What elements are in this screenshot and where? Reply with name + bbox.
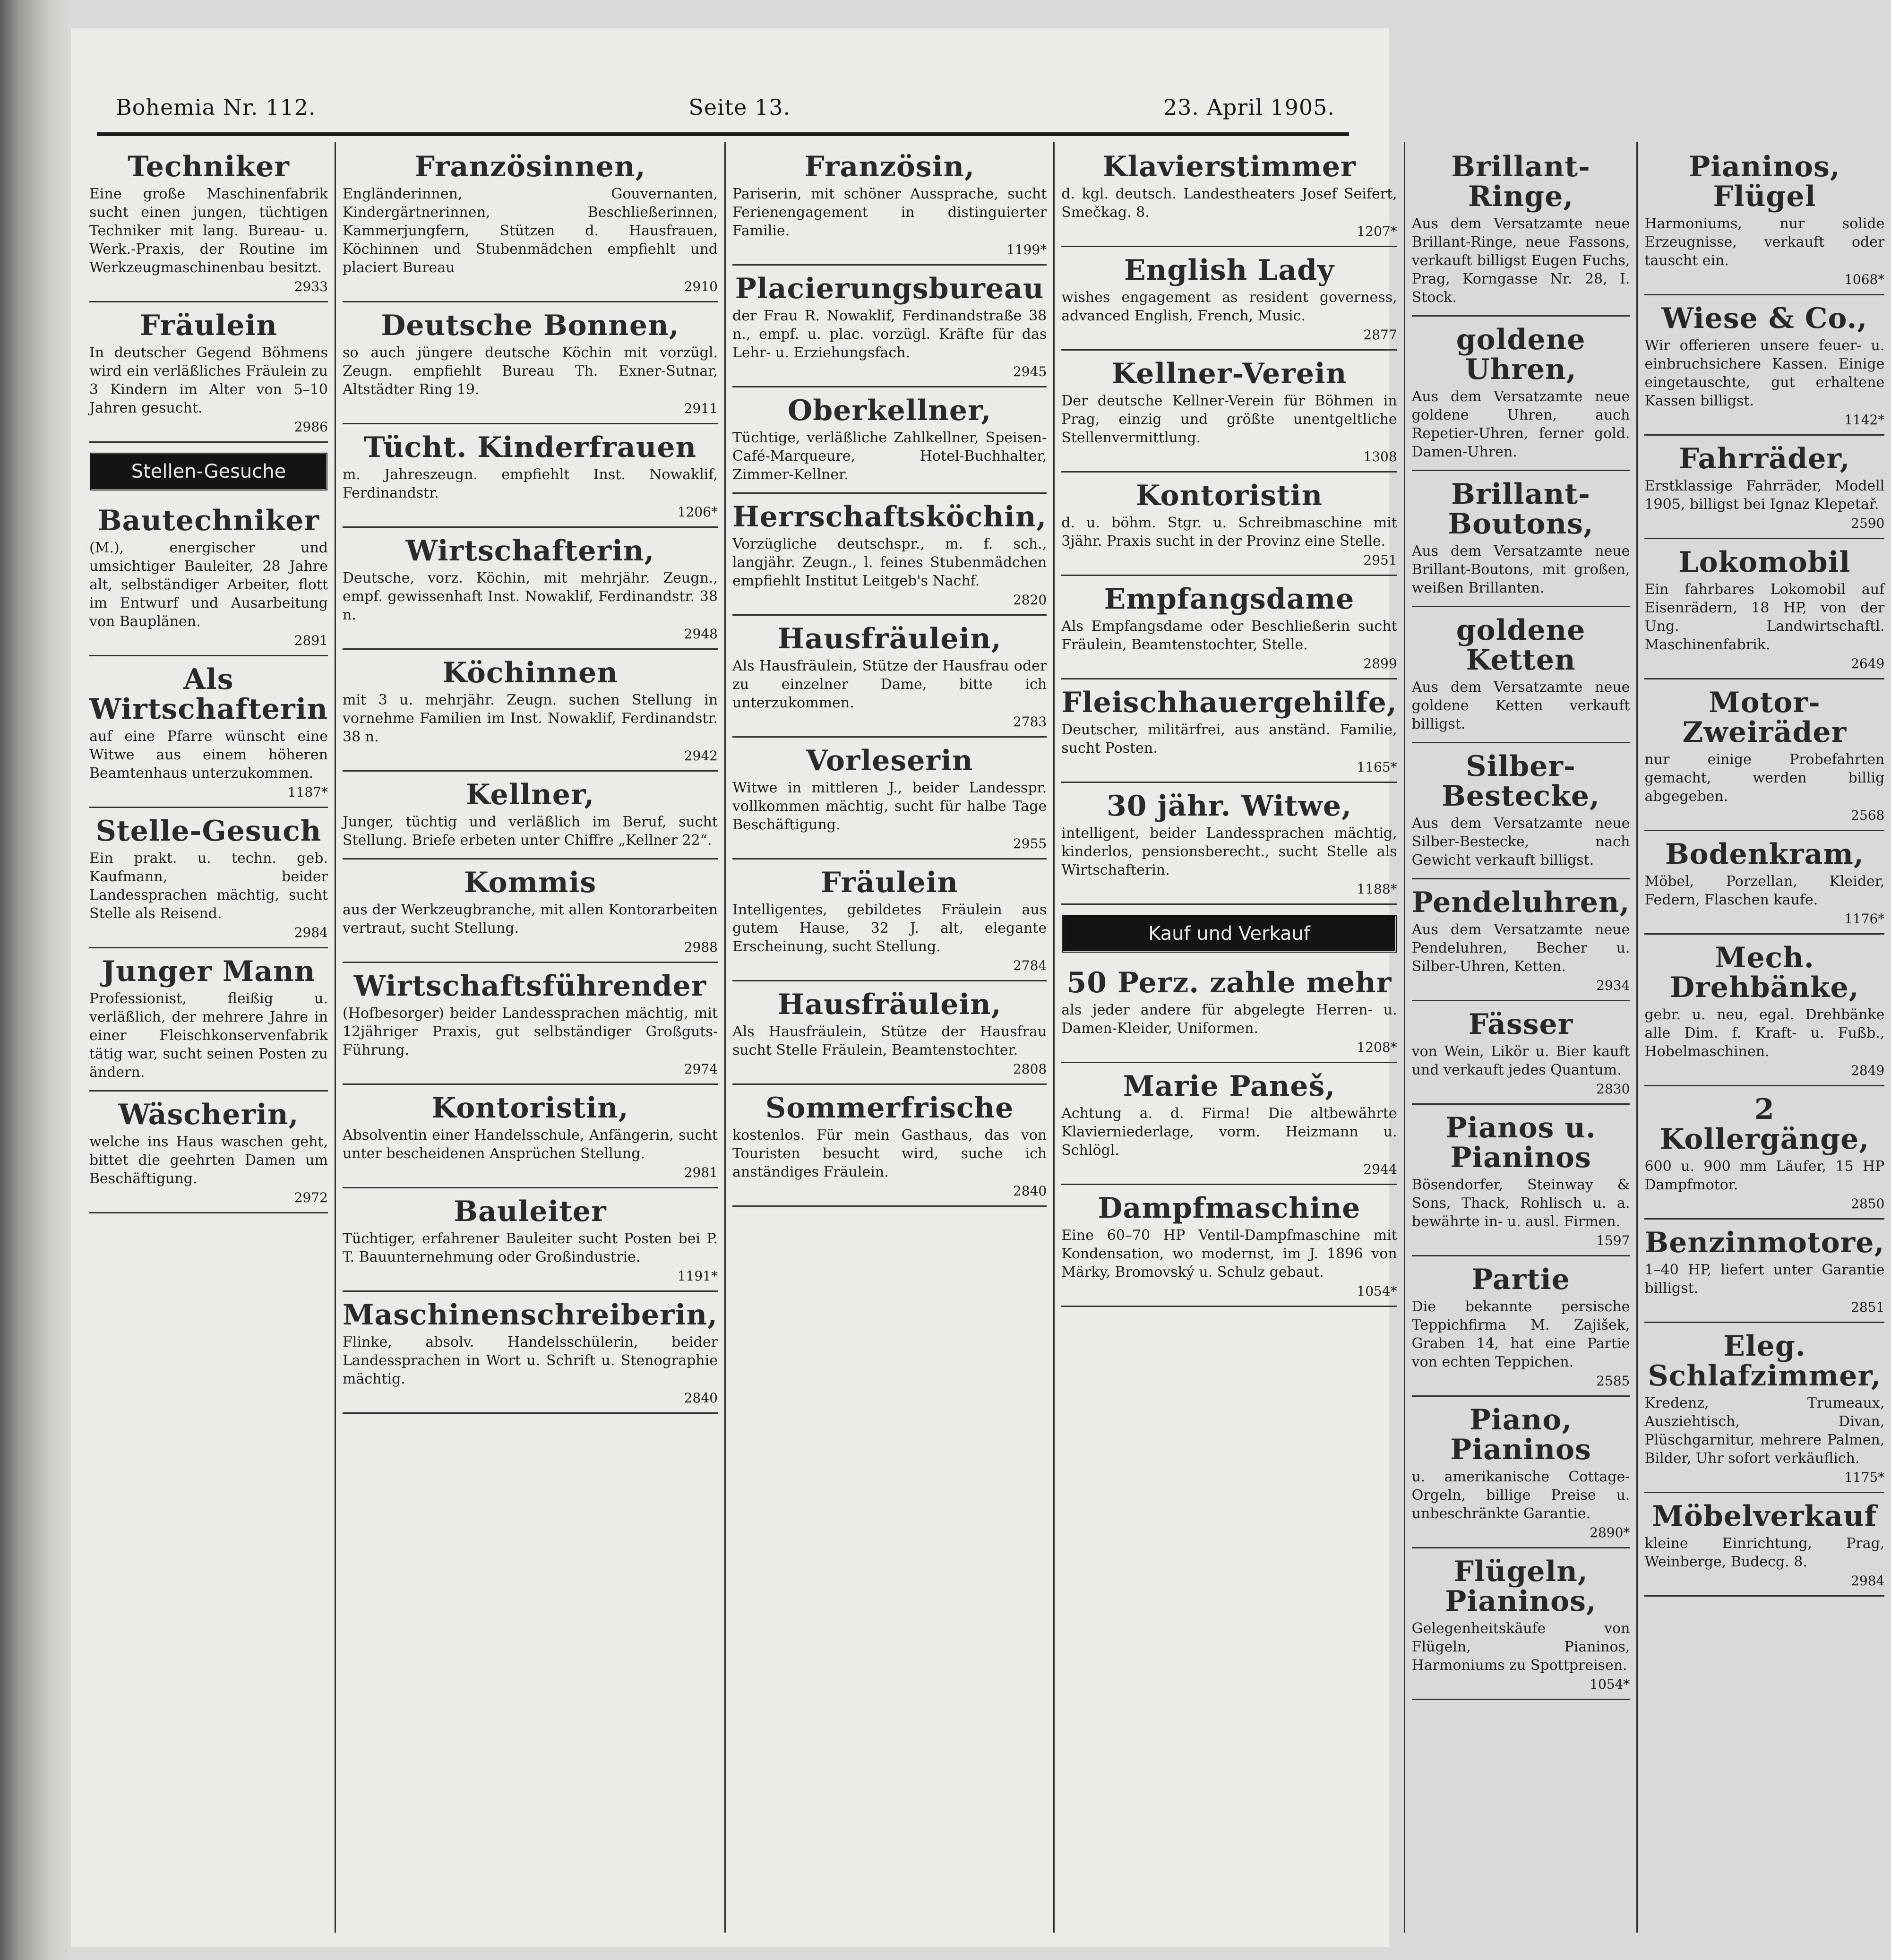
ad-headline: Fräulein [821,866,959,899]
classified-ad [89,811,328,948]
ad-reference-number: 2877 [1363,327,1397,343]
ad-body: als jeder andere für abgelegte Herren- u. Damen-Kleider, Uniformen. [1061,1002,1397,1037]
ad-reference-number: 2840 [684,1390,718,1406]
ad-body: welche ins Haus waschen geht, bittet die geehrten Damen um Beschäftigung. [89,1134,328,1187]
ad-body: kostenlos. Für mein Gasthaus, das von Touristen besucht wird, suche ich anständiges Fräulein. [732,1127,1047,1180]
ad-reference-number: 2899 [1363,656,1397,671]
ad-reference-number: 1206* [677,504,718,520]
ad-headline: Mech. Drehbänke, [1670,941,1859,1004]
ad-reference-number: 2911 [684,401,718,416]
ad-body: Bösendorfer, Steinway & Sons, Thack, Rohlisch u. a. bewährte in- u. ausl. Firmen. [1411,1177,1630,1230]
ad-headline: Bautechniker [97,504,319,537]
classified-ad [1412,1004,1630,1105]
ad-headline: Französin, [804,150,975,183]
ad-body: Aus dem Versatzamte neue Brillant-Boutons, mit großen, weißen Brillanten. [1411,543,1630,596]
ad-body: u. amerikanische Cottage-Orgeln, billige Preise u. unbeschränkte Garantie. [1411,1469,1630,1522]
ad-body: kleine Einrichtung, Prag, Weinberge, Budecg. 8. [1644,1535,1885,1570]
classified-ad [732,984,1047,1085]
classified-ad [732,146,1047,266]
ad-reference-number: 2890* [1590,1525,1630,1540]
classified-ad [1644,1222,1884,1323]
ad-reference-number: 1208* [1357,1040,1397,1055]
classified-ad [1644,1326,1884,1493]
classified-ad [1061,579,1397,679]
ad-body: von Wein, Likör u. Bier kauft und verkauft jedes Quantum. [1411,1043,1630,1078]
ad-body: Wir offerieren unsere feuer- u. einbruchsichere Kassen. Einige eingetauschte, gut erhaltene Kassen billigst. [1644,337,1885,409]
classified-ad [1061,963,1397,1063]
ad-reference-number: 2988 [684,939,718,955]
classified-ad [1412,1551,1630,1700]
ad-headline: Placierungsbureau [735,272,1044,305]
ad-headline: Marie Paneš, [1123,1070,1336,1103]
ad-body: Aus dem Versatzamte neue Silber-Bestecke, nach Gewicht verkauft billigst. [1411,815,1630,868]
ad-headline: Fleischhauergehilfe, [1061,686,1397,719]
classified-ad [89,1094,328,1213]
ad-headline: Wäscherin, [118,1098,299,1131]
ad-headline: Wirtschafterin, [405,534,655,567]
classified-ad [343,531,718,650]
ad-headline: Partie [1471,1263,1570,1296]
ad-body: Eine große Maschinenfabrik sucht einen jungen, tüchtigen Techniker mit lang. Bureau- u. Werk.-Praxis, der Routine im Werkzeugmaschinenbau besitzt. [89,186,328,276]
classified-ad [1061,786,1397,905]
classified-ad [1412,319,1630,471]
classified-ad [1644,682,1884,831]
ad-reference-number: 2808 [1013,1061,1047,1077]
classified-ad [732,862,1047,981]
ad-headline: 2 Kollergänge, [1659,1093,1870,1156]
ad-body: wishes engagement as resident governess, advanced English, French, Music. [1061,289,1397,324]
classified-ad [343,966,718,1085]
ad-body: Ein fahrbares Lokomobil auf Eisenrädern, 18 HP, von der Ung. Landwirtschaftl. Maschinenfabrik. [1644,581,1885,653]
ad-reference-number: 2955 [1013,836,1047,851]
ad-reference-number: 2649 [1851,656,1885,671]
classified-ad [1412,746,1630,879]
ad-body: nur einige Probefahrten gemacht, werden billig abgegeben. [1644,751,1885,805]
ad-reference-number: 1175* [1844,1470,1885,1485]
ad-body: intelligent, beider Landessprachen mächtig, kinderlos, pensionsberecht., sucht Stelle als Wirtschafterin. [1061,825,1397,878]
ad-body: Pariserin, mit schöner Aussprache, sucht Ferienengagement in distinguierter Familie. [732,186,1047,239]
classified-ad [732,390,1047,494]
ad-reference-number: 2585 [1596,1373,1630,1389]
classified-ad [1061,682,1397,783]
ad-headline: Tücht. Kinderfrauen [363,431,697,464]
ad-headline: Eleg. Schlafzimmer, [1648,1330,1882,1393]
ad-headline: Flügeln, Pianinos, [1445,1555,1597,1618]
section-banner: Stellen-Gesuche [89,452,328,491]
ad-headline: Vorleserin [806,744,973,777]
ad-body: Gelegenheitskäufe von Flügeln, Pianinos, Harmoniums zu Spottpreisen. [1411,1620,1630,1674]
ad-reference-number: 1054* [1590,1676,1630,1692]
ad-columns [83,142,1885,1933]
ad-body: Junger, tüchtig und verläßlich im Beruf, sucht Stellung. Briefe erbeten unter Chiffre „Kellner 22“. [342,814,718,849]
ad-headline: Klavierstimmer [1102,150,1356,183]
ad-body: Achtung a. d. Firma! Die altbewährte Klavierniederlage, vorm. Heizmann u. Schlögl. [1061,1105,1397,1159]
ad-headline: Kellner, [465,778,595,811]
ad-column-1 [83,142,336,1933]
ad-headline: goldene Uhren, [1456,323,1586,386]
ad-body: d. kgl. deutsch. Landestheaters Josef Seifert, Smečkag. 8. [1061,186,1397,221]
ad-headline: Sommerfrische [765,1092,1014,1125]
issue-label: Bohemia Nr. 112. [116,95,316,120]
header-rule [97,132,1349,136]
ad-reference-number: 1191* [677,1268,718,1284]
ad-body: Harmoniums, nur solide Erzeugnisse, verkauft oder tauscht ein. [1644,215,1885,269]
ad-reference-number: 2820 [1013,592,1047,608]
ad-headline: Herrschaftsköchin, [732,500,1047,533]
ad-body: Tüchtiger, erfahrener Bauleiter sucht Posten bei P. T. Bauunternehmung oder Großindustrie. [342,1230,718,1265]
classified-ad [1644,542,1884,679]
ad-reference-number: 2981 [684,1165,718,1180]
ad-body: 600 u. 900 mm Läufer, 15 HP Dampfmotor. [1644,1158,1885,1193]
newspaper-page [71,28,1885,1947]
ad-reference-number: 2568 [1851,808,1885,823]
ad-reference-number: 2849 [1851,1063,1885,1078]
ad-body: In deutscher Gegend Böhmens wird ein verläßliches Fräulein zu 3 Kindern im Alter von 5–10 Jahren gesucht. [89,344,328,416]
ad-headline: Deutsche Bonnen, [381,309,679,342]
ad-headline: Französinnen, [414,150,646,183]
ad-headline: Piano, Pianinos [1450,1403,1591,1466]
ad-headline: Wirtschaftsführender [353,970,707,1003]
classified-ad [89,659,328,808]
ad-headline: Pendeluhren, [1411,886,1630,919]
classified-ad [1412,882,1630,1001]
ad-reference-number: 2840 [1013,1183,1047,1199]
ad-reference-number: 2851 [1851,1299,1885,1315]
classified-ad [1061,475,1397,576]
classified-ad [1644,438,1884,539]
ad-reference-number: 2942 [684,748,718,764]
ad-reference-number: 1199* [1006,242,1047,258]
ad-headline: Empfangsdame [1104,583,1355,616]
ad-reference-number: 2891 [294,633,328,648]
ad-headline: Möbelverkauf [1652,1500,1877,1533]
classified-ad [89,146,328,302]
ad-reference-number: 2850 [1851,1196,1885,1212]
classified-ad [1412,146,1630,317]
ad-reference-number: 2984 [294,925,328,940]
classified-ad [1412,1400,1630,1548]
classified-ad [1412,1259,1630,1397]
ad-headline: Hausfräulein, [777,622,1002,655]
ad-headline: Kellner-Verein [1111,357,1347,390]
ad-headline: Junger Mann [102,955,316,988]
ad-column-6 [1638,142,1891,1933]
classified-ad [1061,1066,1397,1185]
ad-body: Engländerinnen, Gouvernanten, Kindergärtnerinnen, Beschließerinnen, Kammerjungfern, Stützen d. Hausfrauen, Köchinnen und Stubenmädchen empfiehlt und placiert Bureau [342,186,718,276]
classified-ad [1061,250,1397,351]
ad-headline: Silber-Bestecke, [1442,750,1600,813]
ad-body: aus der Werkzeugbranche, mit allen Kontorarbeiten vertraut, sucht Stellung. [342,902,718,937]
issue-date: 23. April 1905. [1163,95,1335,120]
ad-headline: Fahrräder, [1679,442,1850,475]
ad-headline: goldene Ketten [1456,614,1586,677]
classified-ad [1061,1188,1397,1307]
classified-ad [732,497,1047,616]
ad-body: d. u. böhm. Stgr. u. Schreibmaschine mit 3jähr. Praxis sucht in der Provinz eine Stelle. [1061,515,1397,550]
ad-reference-number: 1188* [1357,881,1397,897]
ad-body: so auch jüngere deutsche Köchin mit vorzügl. Zeugn. empfiehlt Bureau Th. Exner-Sutnar, Altstädter Ring 19. [342,344,718,398]
ad-body: Aus dem Versatzamte neue goldene Uhren, auch Repetier-Uhren, ferner gold. Damen-Uhren. [1411,388,1630,460]
classified-ad [1644,298,1884,436]
classified-ad [1061,353,1397,473]
ad-body: m. Jahreszeugn. empfiehlt Inst. Nowaklif, Ferdinandstr. [342,466,718,501]
classified-ad [343,653,718,772]
classified-ad [1412,1108,1630,1256]
classified-ad [89,951,328,1092]
ad-body: auf eine Pfarre wünscht eine Witwe aus einem höheren Beamtenhaus unterzukommen. [89,728,328,782]
classified-ad [343,1088,718,1188]
ad-reference-number: 2783 [1013,714,1047,730]
ad-headline: Techniker [128,150,290,183]
ad-reference-number: 1308 [1363,449,1397,464]
ad-reference-number: 1142* [1844,412,1885,428]
scan-edge [0,0,71,1960]
ad-body: Flinke, absolv. Handelsschülerin, beider Landessprachen in Wort u. Schrift u. Stenographie mächtig. [342,1334,718,1387]
ad-headline: Dampfmaschine [1098,1192,1361,1225]
ad-body: 1–40 HP, liefert unter Garantie billigst. [1644,1262,1885,1297]
classified-ad [343,1191,718,1292]
classified-ad [1644,1089,1884,1220]
classified-ad [1644,937,1884,1086]
classified-ad [1061,146,1397,247]
ad-body: Intelligentes, gebildetes Fräulein aus gutem Hause, 32 J. alt, elegante Erscheinung, sucht Stellung. [732,902,1047,955]
ad-headline: Hausfräulein, [777,988,1002,1021]
classified-ad [1644,834,1884,935]
ad-body: Tüchtige, verläßliche Zahlkellner, Speisen-Café-Marqueure, Hotel-Buchhalter, Zimmer-Kellner. [732,430,1047,483]
classified-ad [343,305,718,424]
ad-body: Als Empfangsdame oder Beschließerin sucht Fräulein, Beamtenstochter, Stelle. [1061,618,1397,653]
ad-reference-number: 1054* [1357,1283,1397,1299]
ad-body: Möbel, Porzellan, Kleider, Federn, Flaschen kaufe. [1644,873,1885,908]
ad-reference-number: 1207* [1357,224,1397,239]
ad-body: Aus dem Versatzamte neue Brillant-Ringe, neue Fassons, verkauft billigst Eugen Fuchs, Prag, Korngasse Nr. 28, I. Stock. [1411,215,1630,306]
ad-headline: Fässer [1468,1008,1573,1041]
ad-body: Erstklassige Fahrräder, Modell 1905, billigst bei Ignaz Klepetař. [1644,478,1885,513]
ad-reference-number: 2910 [684,279,718,294]
classified-ad [89,500,328,656]
classified-ad [1412,610,1630,743]
ad-body: Kredenz, Trumeaux, Ausziehtisch, Divan, Plüschgarnitur, mehrere Palmen, Bilder, Uhr sofort verkäuflich. [1644,1395,1885,1467]
ad-headline: Motor-Zweiräder [1682,686,1847,749]
ad-reference-number: 2951 [1363,552,1397,568]
ad-column-2 [336,142,726,1933]
ad-reference-number: 2933 [294,279,328,294]
ad-body: Der deutsche Kellner-Verein für Böhmen in Prag, einzig und größte unentgeltliche Stellenvermittlung. [1061,393,1397,446]
ad-headline: Lokomobil [1678,546,1851,579]
ad-reference-number: 1597 [1596,1233,1630,1248]
ad-headline: Kommis [464,866,597,899]
classified-ad [343,146,718,302]
ad-reference-number: 2974 [684,1061,718,1077]
ad-headline: Pianinos, Flügel [1689,150,1840,213]
ad-body: Vorzügliche deutschspr., m. f. sch., langjähr. Zeugn., l. feines Stubenmädchen empfiehlt Institut Leitgeb's Nachf. [732,536,1047,589]
classified-ad [732,619,1047,738]
ad-reference-number: 2984 [1851,1573,1885,1589]
ad-headline: Benzinmotore, [1644,1226,1885,1259]
ad-reference-number: 2948 [684,626,718,642]
ad-body: Deutsche, vorz. Köchin, mit mehrjähr. Zeugn., empf. gewissenhaft Inst. Nowaklif, Ferdinandstr. 38 n. [342,570,718,623]
ad-body: Die bekannte persische Teppichfirma M. Zajišek, Graben 14, hat eine Partie von echten Teppichen. [1411,1298,1630,1370]
ad-headline: English Lady [1124,254,1334,287]
section-banner: Kauf und Verkauf [1061,914,1397,953]
ad-body: Eine 60–70 HP Ventil-Dampfmaschine mit Kondensation, wo modernst, im J. 1896 von Märky, Bromovský u. Schulz gebaut. [1061,1227,1397,1281]
ad-column-3 [726,142,1055,1933]
ad-headline: 30 jähr. Witwe, [1106,790,1352,823]
classified-ad [732,740,1047,860]
ad-column-4 [1055,142,1405,1933]
ad-headline: Fräulein [139,309,278,342]
ad-reference-number: 1176* [1844,911,1885,927]
classified-ad [343,862,718,963]
ad-body: (Hofbesorger) beider Landessprachen mächtig, mit 12jähriger Praxis, gut selbständiger Großguts-Führung. [342,1005,718,1058]
ad-body: Aus dem Versatzamte neue Pendeluhren, Becher u. Silber-Uhren, Ketten. [1411,921,1630,975]
ad-headline: Stelle-Gesuch [95,815,322,848]
ad-reference-number: 2784 [1013,958,1047,973]
classified-ad [732,268,1047,387]
ad-headline: Köchinnen [442,656,618,689]
ad-body: Aus dem Versatzamte neue goldene Ketten verkauft billigst. [1411,679,1630,732]
ad-headline: Kontoristin, [431,1092,629,1125]
classified-ad [1644,146,1884,295]
ad-reference-number: 2590 [1851,516,1885,531]
ad-headline: Wiese & Co., [1661,302,1868,335]
ad-reference-number: 2830 [1596,1081,1630,1097]
ad-headline: Kontoristin [1135,479,1323,512]
ad-reference-number: 1165* [1357,759,1397,775]
ad-body: Als Hausfräulein, Stütze der Hausfrau sucht Stelle Fräulein, Beamtenstochter. [732,1023,1047,1058]
ad-headline: Brillant-Boutons, [1448,478,1594,541]
page-number: Seite 13. [688,95,791,120]
ad-reference-number: 2945 [1013,364,1047,379]
ad-headline: 50 Perz. zahle mehr [1066,966,1392,999]
classified-ad [89,305,328,443]
ad-body: der Frau R. Nowaklif, Ferdinandstraße 38 n., empf. u. plac. vorzügl. Kräfte für das Lehr- u. Erziehungsfach. [732,308,1047,361]
ad-headline: Bauleiter [454,1195,607,1228]
classified-ad [343,1295,718,1414]
page-header [116,95,1335,128]
ad-headline: Maschinenschreiberin, [342,1298,718,1332]
ad-headline: Brillant-Ringe, [1451,150,1590,213]
ad-body: (M.), energischer und umsichtiger Bauleiter, 28 Jahre alt, selbständiger Arbeiter, flott im Entwurf und Ausarbeitung von Bauplänen. [89,540,328,630]
classified-ad [343,774,718,860]
ad-reference-number: 2972 [294,1190,328,1205]
ad-body: Absolventin einer Handelsschule, Anfängerin, sucht unter bescheidenen Ansprüchen Stellung. [342,1127,718,1162]
ad-reference-number: 2944 [1363,1161,1397,1177]
ad-headline: Bodenkram, [1665,838,1864,871]
ad-body: Als Hausfräulein, Stütze der Hausfrau oder zu einzelner Dame, bitte ich unterzukommen. [732,658,1047,711]
classified-ad [1644,1496,1884,1597]
classified-ad [732,1088,1047,1207]
ad-headline: Pianos u. Pianinos [1445,1111,1596,1174]
ad-reference-number: 1068* [1844,272,1885,287]
ad-column-5 [1405,142,1638,1933]
ad-body: Deutscher, militärfrei, aus anständ. Familie, sucht Posten. [1061,722,1397,756]
classified-ad [343,427,718,528]
ad-reference-number: 1187* [287,784,328,800]
ad-body: Witwe in mittleren J., beider Landesspr. vollkommen mächtig, sucht für halbe Tage Beschäftigung. [732,780,1047,833]
classified-ad [1412,474,1630,607]
ad-headline: Als Wirtschafterin [89,663,328,726]
ad-body: Ein prakt. u. techn. geb. Kaufmann, beider Landessprachen mächtig, sucht Stelle als Reisend. [89,850,328,922]
ad-body: Professionist, fleißig u. verläßlich, der mehrere Jahre in einer Fleischkonservenfabrik tätig war, sucht seinen Posten zu ändern. [89,990,328,1081]
ad-body: mit 3 u. mehrjähr. Zeugn. suchen Stellung in vornehme Familien im Inst. Nowaklif, Ferdinandstr. 38 n. [342,692,718,745]
ad-headline: Oberkellner, [787,394,992,427]
ad-body: gebr. u. neu, egal. Drehbänke alle Dim. f. Kraft- u. Fußb., Hobelmaschinen. [1644,1006,1885,1060]
ad-reference-number: 2934 [1596,978,1630,993]
ad-reference-number: 2986 [294,419,328,435]
